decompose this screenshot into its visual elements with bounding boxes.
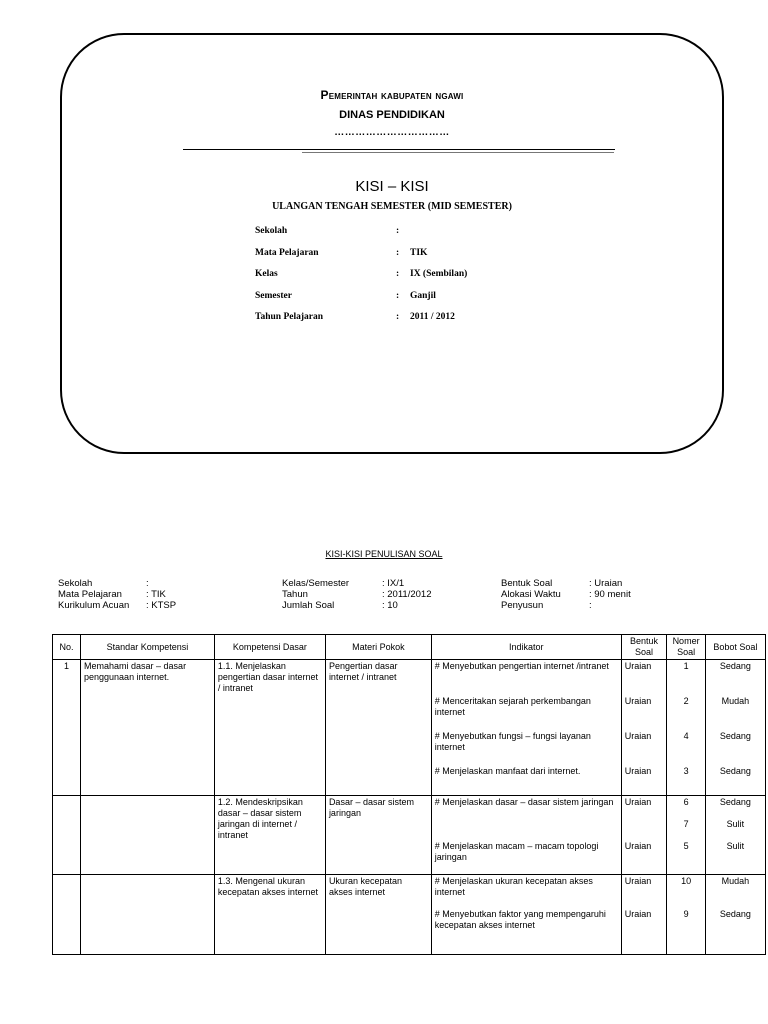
meta-value: : KTSP [146,600,177,611]
header-rule-secondary [302,152,614,153]
info-value: IX (Sembilan) [410,269,468,279]
indicator-item: # Menyebutkan fungsi – fungsi layanan internet [434,731,591,752]
cell-no [53,796,81,875]
meta-right [501,578,701,611]
cover-subtitle: ULANGAN TENGAH SEMESTER (MID SEMESTER) [272,201,512,212]
info-label: Sekolah [255,226,288,236]
cell-indikator [431,796,621,875]
cell-kompetensi-dasar: 1.2. Mendeskripsikan dasar – dasar sistem jaringan di internet / intranet [214,796,325,875]
header-bobot-soal: Bobot Soal [705,635,765,660]
indicator-item: # Menjelaskan dasar – dasar sistem jaringan [434,797,614,807]
meta-label: Kurikulum Acuan [58,600,130,611]
info-label: Mata Pelajaran [255,247,319,258]
school-placeholder: …………………………… [334,127,450,138]
cover-frame: Pemerintah kabupaten ngawi DINAS PENDIDIKAN …………………………… KISI – KISI ULANGAN TENGAH SEMESTER (MID SEMESTER) Sekolah : Mata Pelajaran : TIK Kelas : IX (Sembilan) Semester : Ganjil Tahun Pelajaran : 2011 / 2012 [60,33,724,454]
cell-indikator [431,875,621,955]
cell-materi-pokok: Dasar – dasar sistem jaringan [325,796,431,875]
meta-value: : 10 [382,600,398,611]
cell-bobot-soal: Mudah Sedang [705,875,765,955]
cell-bentuk-soal: Uraian Uraian [621,875,667,955]
cell-indikator [431,660,621,796]
cell-nomer-soal: 1 2 4 3 [667,660,705,796]
indicator-item: # Menjelaskan ukuran kecepatan akses internet [434,876,593,897]
cell-bentuk-soal: Uraian Uraian [621,796,667,875]
cell-bentuk-soal: Uraian Uraian Uraian Uraian [621,660,667,796]
government-name: Pemerintah kabupaten ngawi [320,88,464,102]
cell-nomer-soal: 10 9 [667,875,705,955]
meta-label: Mata Pelajaran [58,589,122,600]
cell-no [53,875,81,955]
indicator-item: # Menyebutkan faktor yang mempengaruhi kecepatan akses internet [434,909,606,930]
table-row [53,660,766,796]
table-row [53,875,766,955]
cover-title: KISI – KISI [355,178,429,195]
header-indikator: Indikator [431,635,621,660]
header-standar-kompetensi: Standar Kompetensi [81,635,215,660]
meta-label: Penyusun [501,600,544,611]
cell-no: 1 [53,660,81,796]
info-label: Semester [255,290,292,301]
meta-value: : 2011/2012 [382,589,432,600]
indicator-item: # Menyebutkan pengertian internet /intranet [434,661,609,671]
section-title: KISI-KISI PENULISAN SOAL [325,549,443,559]
meta-label: Tahun [282,589,308,600]
department-name: DINAS PENDIDIKAN [339,109,445,121]
meta-label: Alokasi Waktu [501,589,561,600]
cell-materi-pokok: Pengertian dasar internet / intranet [325,660,431,796]
header-kompetensi-dasar: Kompetensi Dasar [214,635,325,660]
indicator-item [435,819,618,841]
kisi-table [52,634,766,955]
info-value: 2011 / 2012 [410,312,455,322]
indicator-item: # Menjelaskan manfaat dari internet. [434,766,581,776]
meta-mid [282,578,482,611]
info-label: Kelas [255,269,278,279]
cell-standar-kompetensi: Memahami dasar – dasar penggunaan internet. [81,660,215,796]
cell-kompetensi-dasar: 1.3. Mengenal ukuran kecepatan akses internet [214,875,325,955]
indicator-item: # Menjelaskan macam – macam topologi jaringan [434,841,599,862]
meta-value: : IX/1 [382,578,405,589]
info-value: TIK [410,247,428,258]
cell-standar-kompetensi [81,796,215,875]
meta-value: : 90 menit [589,589,631,600]
meta-value: : Uraian [589,578,623,589]
header-no: No. [53,635,81,660]
cell-bobot-soal: Sedang Sulit Sulit [705,796,765,875]
meta-label: Kelas/Semester [282,578,350,589]
table-header-row [53,635,766,660]
info-label: Tahun Pelajaran [255,312,324,322]
cell-bobot-soal: Sedang Mudah Sedang Sedang [705,660,765,796]
meta-label: Sekolah [58,578,93,589]
header-nomer-soal: Nomer Soal [667,635,705,660]
cell-kompetensi-dasar: 1.1. Menjelaskan pengertian dasar internet / intranet [214,660,325,796]
header-bentuk-soal: Bentuk Soal [621,635,667,660]
table-row [53,796,766,875]
meta-value: : TIK [146,589,166,600]
meta-left [58,578,258,611]
cell-standar-kompetensi [81,875,215,955]
meta-label: Bentuk Soal [501,578,553,589]
header-materi-pokok: Materi Pokok [325,635,431,660]
header-rule [183,149,615,150]
meta-label: Jumlah Soal [282,600,335,611]
cell-materi-pokok: Ukuran kecepatan akses internet [325,875,431,955]
cell-nomer-soal: 6 7 5 [667,796,705,875]
indicator-item: # Menceritakan sejarah perkembangan internet [434,696,591,717]
info-value: Ganjil [410,290,436,301]
meta-value: : [146,578,149,589]
meta-value: : [589,600,592,611]
